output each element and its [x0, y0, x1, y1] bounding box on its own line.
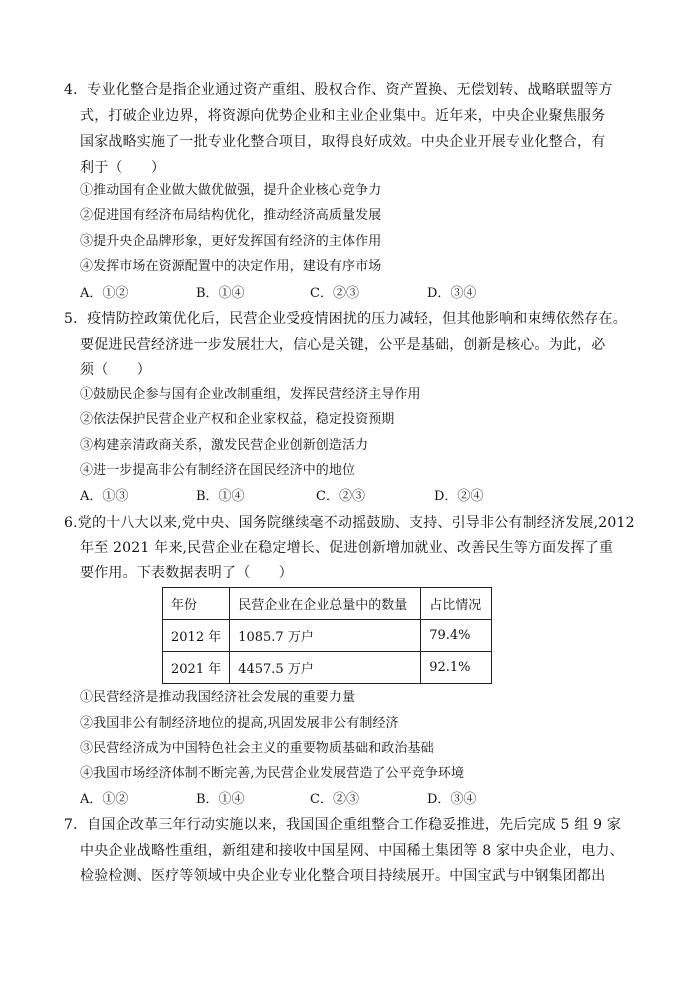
question-5-option-2: ②依法保护民营企业产权和企业家权益，稳定投资预期 [80, 412, 395, 427]
question-4-line-3: 国家战略实施了一批专业化整合项目，取得良好成效。中央企业开展专业化整合，有 [80, 134, 606, 150]
question-5-line-1: 5．疫情防控政策优化后，民营企业受疫情困扰的压力减轻，但其他影响和束缚依然存在。 [64, 311, 627, 327]
question-5-choice-b: B．①④ [196, 489, 245, 504]
table-cell: 2012 年 [163, 620, 230, 652]
question-7-line-3: 检验检测、医疗等领域中央企业专业化整合项目持续展开。中国宝武与中钢集团都出 [80, 868, 606, 884]
question-5-line-2: 要促进民营经济进一步发展壮大，信心是关键，公平是基础，创新是核心。为此，必 [80, 337, 606, 353]
question-5-line-3: 须（ ） [80, 362, 151, 378]
table-row [163, 620, 492, 652]
question-6-line-2: 年至 2021 年来,民营企业在稳定增长、促进创新增加就业、改善民生等方面发挥了重 [80, 540, 614, 556]
question-4-choice-c: C．②③ [310, 286, 359, 301]
question-6-choice-b: B．①④ [196, 792, 245, 807]
table-cell: 4457.5 万户 [230, 652, 421, 684]
question-6-choice-d: D．③④ [427, 792, 477, 807]
table-row [163, 652, 492, 684]
question-6-choice-c: C．②③ [310, 792, 359, 807]
question-6-line-3: 要作用。下表数据表明了（ ） [80, 565, 293, 581]
question-6-option-2: ②我国非公有制经济地位的提高,巩固发展非公有制经济 [80, 716, 399, 731]
question-6-option-4: ④我国市场经济体制不断完善,为民营企业发展营造了公平竞争环境 [80, 766, 465, 781]
question-6-choice-a: A．①② [80, 792, 129, 807]
question-4-choice-b: B．①④ [196, 286, 245, 301]
question-4-option-3: ③提升央企品牌形象，更好发挥国有经济的主体作用 [80, 234, 382, 249]
table-header-cell: 占比情况 [421, 588, 492, 620]
question-4-option-4: ④发挥市场在资源配置中的决定作用，建设有序市场 [80, 259, 382, 274]
question-4-option-1: ①推动国有企业做大做优做强，提升企业核心竞争力 [80, 183, 382, 198]
table-cell: 92.1% [421, 652, 492, 684]
table-header-cell: 年份 [163, 588, 230, 620]
question-5-choice-d: D．②④ [434, 489, 484, 504]
question-5-choice-c: C．②③ [316, 489, 365, 504]
question-4-choice-a: A．①② [80, 286, 129, 301]
question-4-option-2: ②促进国有经济布局结构优化，推动经济高质量发展 [80, 208, 382, 223]
table-cell: 2021 年 [163, 652, 230, 684]
question-4-line-2: 式，打破企业边界，将资源向优势企业和主业企业集中。近年来，中央企业聚焦服务 [80, 108, 606, 124]
question-5-option-4: ④进一步提高非公有制经济在国民经济中的地位 [80, 463, 356, 478]
question-7-line-2: 中央企业战略性重组，新组建和接收中国星网、中国稀土集团等 8 家中央企业，电力、 [80, 843, 624, 859]
table-header-row [163, 588, 492, 620]
question-6-option-1: ①民营经济是推动我国经济社会发展的重要力量 [80, 690, 356, 705]
question-5-option-1: ①鼓励民企参与国有企业改制重组，发挥民营经济主导作用 [80, 387, 421, 402]
question-6-option-3: ③民营经济成为中国特色社会主义的重要物质基础和政治基础 [80, 741, 434, 756]
question-6-line-1: 6.党的十八大以来,党中央、国务院继续毫不动摇鼓励、支持、引导非公有制经济发展,2012 [64, 515, 635, 531]
question-5-choice-a: A．①③ [80, 489, 129, 504]
table-cell: 1085.7 万户 [230, 620, 421, 652]
question-5-option-3: ③构建亲清政商关系，激发民营企业创新创造活力 [80, 438, 369, 453]
question-4-choice-d: D．③④ [427, 286, 477, 301]
question-4-line-1: 4．专业化整合是指企业通过资产重组、股权合作、资产置换、无偿划转、战略联盟等方 [64, 82, 613, 98]
question-7-line-1: 7．自国企改革三年行动实施以来，我国国企重组整合工作稳妥推进，先后完成 5 组 9 家 [64, 817, 622, 833]
table-header-cell: 民营企业在企业总量中的数量 [230, 588, 421, 620]
table-cell: 79.4% [421, 620, 492, 652]
data-table [162, 587, 492, 684]
question-4-line-4: 利于（ ） [80, 160, 166, 176]
